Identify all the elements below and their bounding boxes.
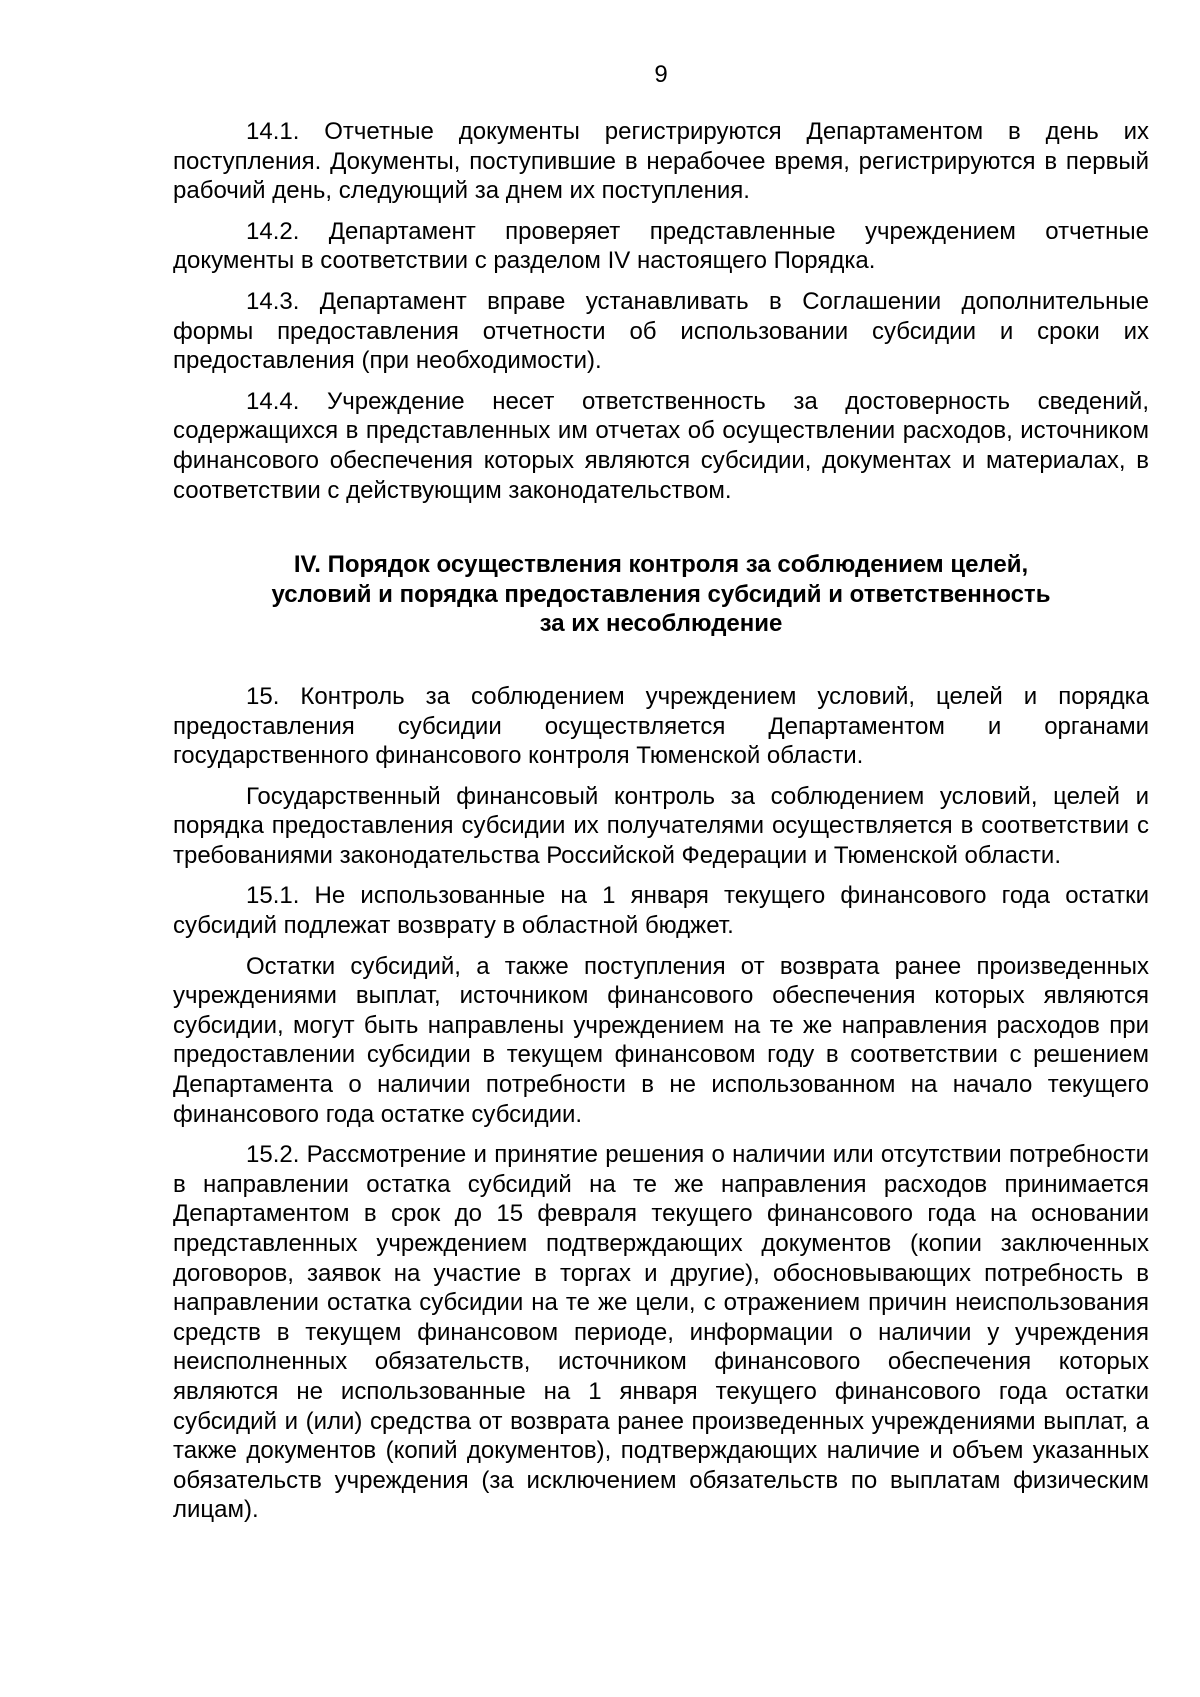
paragraph-remainders: Остатки субсидий, а также поступления от возврата ранее произведенных учреждениями выплат, источником финансового обеспечения которых являются субсидии, могут быть направлены учреждением на те же направления расходов при предоставлении субсидии в текущем финансовом году в соответствии с решением Департамента о наличии потребности в не использованном на начало текущего финансового года остатке субсидии. [173,952,1149,1128]
paragraph-14-4: 14.4. Учреждение несет ответственность за достоверность сведений, содержащихся в представленных им отчетах об осуществлении расходов, источником финансового обеспечения которых являются субсидии, документах и материалах, в соответствии с действующим законодательством. [173,387,1149,504]
paragraph-15-1: 15.1. Не использованные на 1 января текущего финансового года остатки субсидий подлежат возврату в областной бюджет. [173,882,1149,940]
section-heading-iv [173,550,1149,639]
section-heading-line: условий и порядка предоставления субсидий и ответственность [271,580,1051,608]
section-heading-line: за их несоблюдение [539,610,783,638]
page-number: 9 [654,61,668,88]
document-page [173,60,1149,1525]
paragraph-14-3: 14.3. Департамент вправе устанавливать в Соглашении дополнительные формы предоставления отчетности об использовании субсидии и сроки их предоставления (при необходимости). [173,287,1149,375]
section-heading-line: IV. Порядок осуществления контроля за соблюдением целей, [293,551,1029,579]
paragraph-14-2: 14.2. Департамент проверяет представленные учреждением отчетные документы в соответствии с разделом IV настоящего Порядка. [173,217,1149,275]
paragraph-15-2: 15.2. Рассмотрение и принятие решения о наличии или отсутствии потребности в направлении остатка субсидий на те же направления расходов принимается Департаментом в срок до 15 февраля текущего финансового года на основании представленных учреждением подтверждающих документов (копии заключенных договоров, заявок на участие в торгах и другие), обосновывающих потребность в направлении остатка субсидии на те же цели, с отражением причин неиспользования средств в текущем финансовом периоде, информации о наличии у учреждения неисполненных обязательств, источником финансового обеспечения которых являются не использованные на 1 января текущего финансового года остатки субсидий и (или) средства от возврата ранее произведенных учреждениями выплат, а также документов (копий документов), подтверждающих наличие и объем указанных обязательств учреждения (за исключением обязательств по выплатам физическим лицам). [173,1141,1149,1524]
paragraph-15: 15. Контроль за соблюдением учреждением условий, целей и порядка предоставления субсидии осуществляется Департаментом и органами государственного финансового контроля Тюменской области. [173,682,1149,770]
paragraph-state-control: Государственный финансовый контроль за соблюдением условий, целей и порядка предоставления субсидии их получателями осуществляется в соответствии с требованиями законодательства Российской Федерации и Тюменской области. [173,782,1149,869]
paragraph-14-1: 14.1. Отчетные документы регистрируются Департаментом в день их поступления. Документы, поступившие в нерабочее время, регистрируются в первый рабочий день, следующий за днем их поступления. [173,118,1149,205]
